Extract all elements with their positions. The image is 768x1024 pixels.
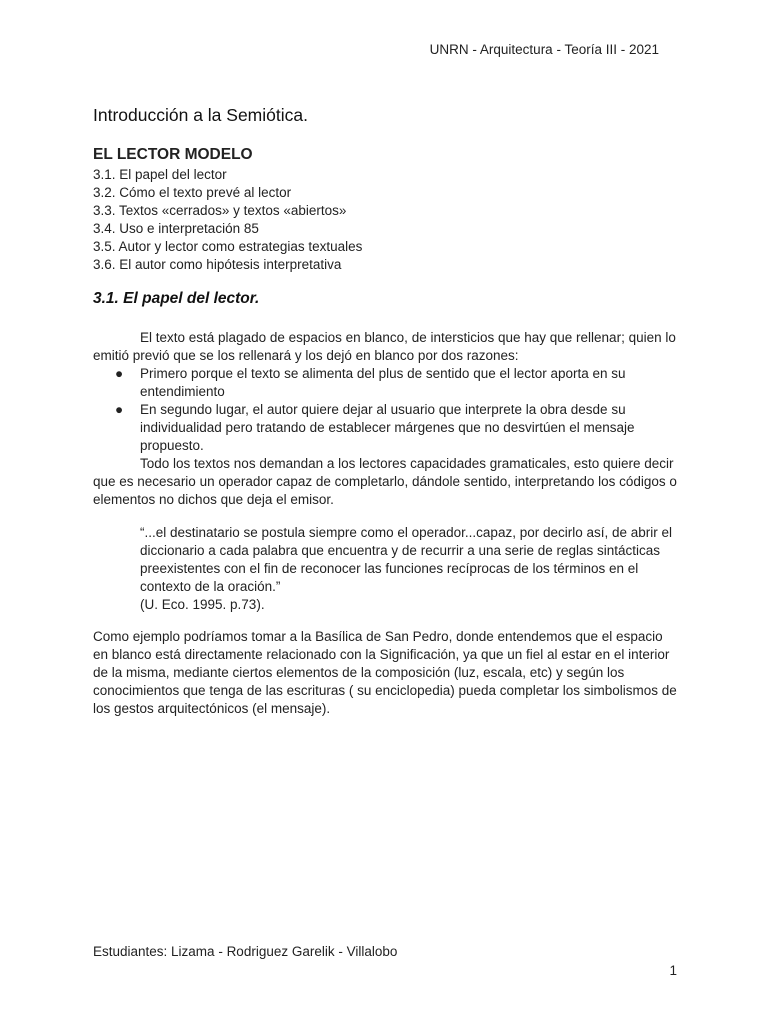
intro-paragraph: El texto está plagado de espacios en blanco, de intersticios que hay que rellenar; quien lo emitió previó que se los rellenará y los dejó en blanco por dos razones: xyxy=(93,330,676,363)
body-paragraph: Todo los textos nos demandan a los lectores capacidades gramaticales, esto quiere decir que es necesario un operador capaz de completarlo, dándole sentido, interpretando los códigos o elementos no dichos que deja el emisor. xyxy=(93,456,677,507)
table-of-contents xyxy=(93,166,362,274)
example-paragraph: Como ejemplo podríamos tomar a la Basílica de San Pedro, donde entendemos que el espacio en blanco está directamente relacionado con la Significación, ya que un fiel al estar en el interior de la misma, mediante ciertos elementos de la composición (luz, escala, etc) y según los conocimientos que tenga de las escrituras ( su enciclopedia) pueda completar los simbolismos de los gestos arquitectónicos (el mensaje). xyxy=(93,629,677,716)
quote-text: “...el destinatario se postula siempre como el operador...capaz, por decirlo así, de abrir el diccionario a cada palabra que encuentra y de recurrir a una serie de reglas sintácticas preexistentes con el fin de reconocer las funciones recíprocas de los términos en el contexto de la oración.” xyxy=(140,525,673,594)
block-quote xyxy=(140,524,680,614)
bullet-item xyxy=(93,401,678,455)
running-header: UNRN - Arquitectura - Teoría III - 2021 xyxy=(429,42,659,57)
bullet-text: En segundo lugar, el autor quiere dejar al usuario que interprete la obra desde su individualidad pero tratando de establecer márgenes que no desvirtúen el mensaje propuesto. xyxy=(140,402,635,453)
toc-item: 3.3. Textos «cerrados» y textos «abiertos» xyxy=(93,203,347,218)
toc-item: 3.1. El papel del lector xyxy=(93,167,227,182)
bullet-icon: ● xyxy=(115,402,124,417)
example-section xyxy=(93,628,678,718)
bullet-item xyxy=(93,365,678,401)
document-title: Introducción a la Semiótica. xyxy=(93,105,308,125)
subsection-title: 3.1. El papel del lector. xyxy=(93,290,260,307)
page-number: 1 xyxy=(669,963,677,978)
toc-item: 3.2. Cómo el texto prevé al lector xyxy=(93,185,292,200)
subsection-body xyxy=(93,329,678,509)
quote-citation: (U. Eco. 1995. p.73). xyxy=(140,597,265,612)
toc-item: 3.5. Autor y lector como estrategias textuales xyxy=(93,239,363,254)
bullet-list xyxy=(93,365,678,455)
toc-item: 3.4. Uso e interpretación 85 xyxy=(93,221,259,236)
footer-students: Estudiantes: Lizama - Rodriguez Garelik - Villalobo xyxy=(93,944,398,959)
section-heading: EL LECTOR MODELO xyxy=(93,146,253,163)
bullet-text: Primero porque el texto se alimenta del plus de sentido que el lector aporta en su entendimiento xyxy=(140,366,626,399)
bullet-icon: ● xyxy=(115,366,124,381)
toc-item: 3.6. El autor como hipótesis interpretativa xyxy=(93,257,342,272)
